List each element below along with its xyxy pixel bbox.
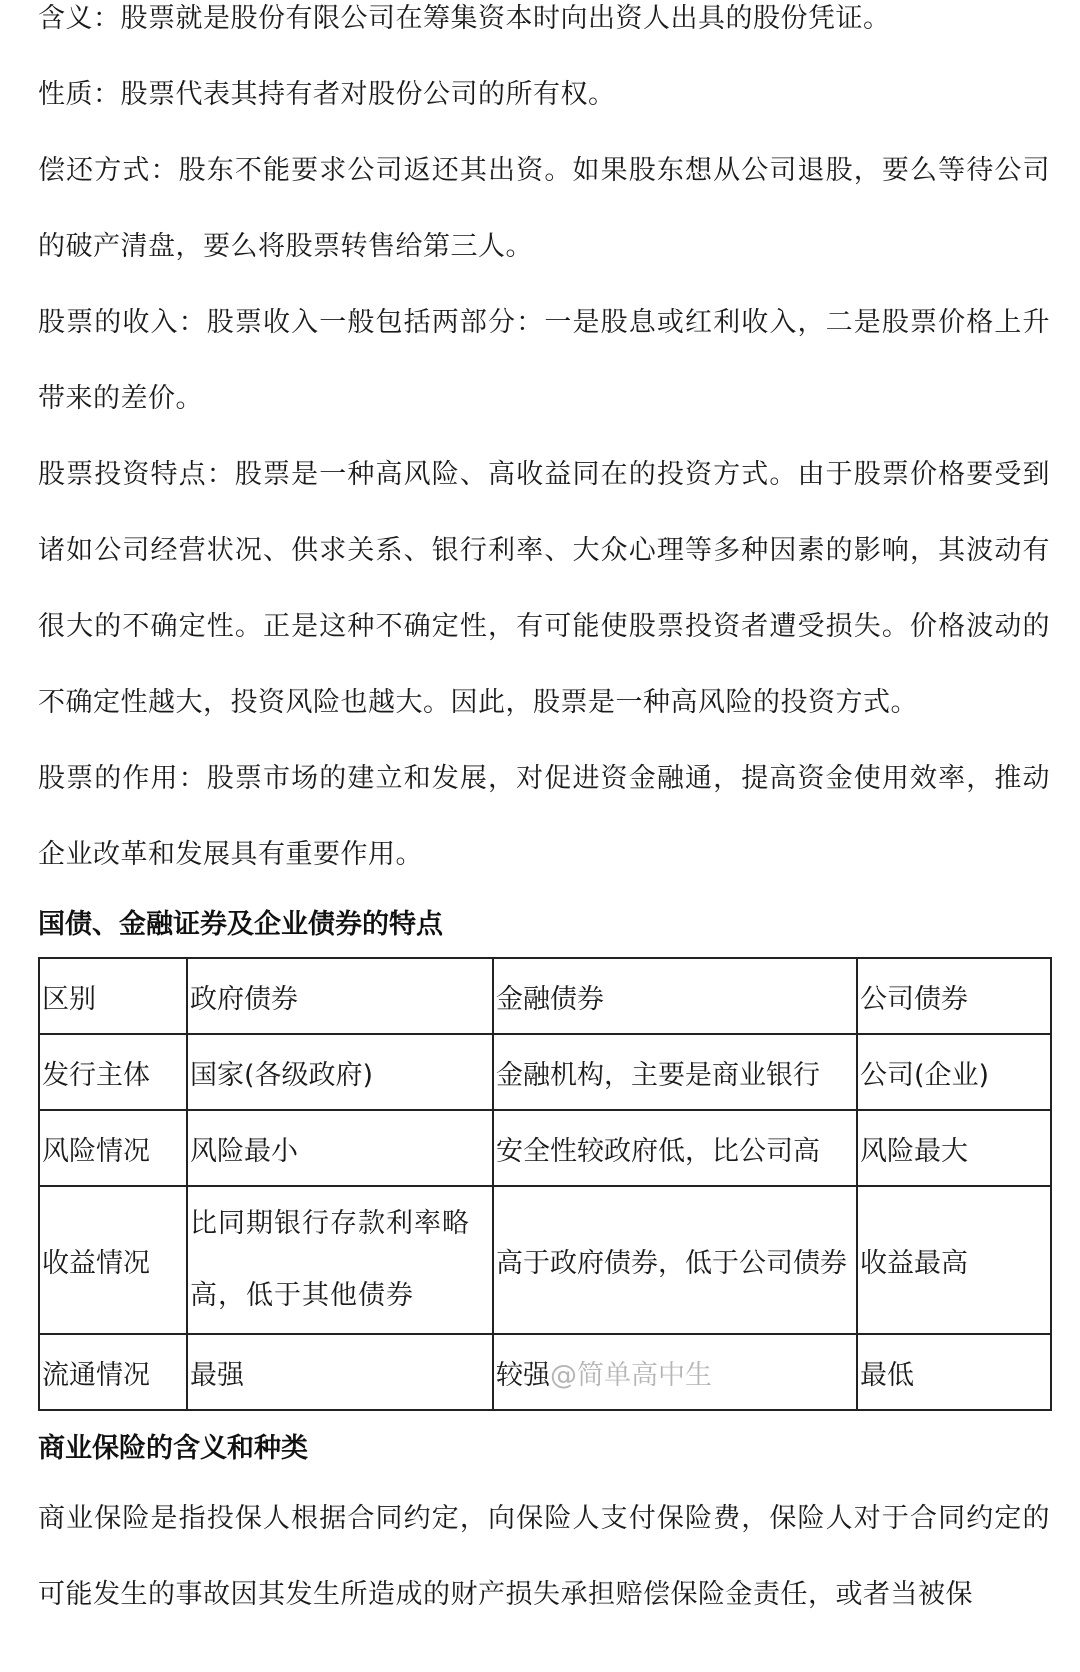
table-row: [39, 1110, 1051, 1186]
table-cell: 收益最高: [857, 1186, 1051, 1334]
bond-section-heading: 国债、金融证券及企业债券的特点: [38, 909, 443, 940]
table-cell: 流通情况: [39, 1334, 187, 1410]
paragraph-function: 股票的作用：股票市场的建立和发展，对促进资金融通，提高资金使用效率，推动企业改革和发展具有重要作用。: [38, 763, 1050, 870]
paragraph-insurance: 商业保险是指投保人根据合同约定，向保险人支付保险费，保险人对于合同约定的可能发生的事故因其发生所造成的财产损失承担赔偿保险金责任，或者当被保: [38, 1503, 1050, 1610]
table-cell: 最强: [187, 1334, 493, 1410]
table-row: [39, 1186, 1051, 1334]
table-header-row: [39, 958, 1051, 1034]
header-cell: 公司债券: [857, 958, 1051, 1034]
table-cell: 公司(企业): [857, 1034, 1051, 1110]
table-cell: 风险情况: [39, 1110, 187, 1186]
header-cell: 政府债券: [187, 958, 493, 1034]
paragraph-nature: 性质：股票代表其持有者对股份公司的所有权。: [38, 79, 616, 110]
table-cell: 金融机构，主要是商业银行: [493, 1034, 857, 1110]
table-cell: 风险最小: [187, 1110, 493, 1186]
insurance-section-heading: 商业保险的含义和种类: [38, 1433, 308, 1464]
table-row: [39, 1034, 1051, 1110]
header-cell: 区别: [39, 958, 187, 1034]
bond-comparison-table: [38, 957, 1052, 1411]
table-cell: 安全性较政府低，比公司高: [493, 1110, 857, 1186]
table-cell: 收益情况: [39, 1186, 187, 1334]
paragraph-income: 股票的收入：股票收入一般包括两部分：一是股息或红利收入，二是股票价格上升带来的差价。: [38, 307, 1050, 414]
table-cell: 风险最大: [857, 1110, 1051, 1186]
document-page: [38, 0, 1050, 1633]
table-cell: [493, 1334, 857, 1410]
table-cell: 国家(各级政府): [187, 1034, 493, 1110]
paragraph-investment-features: 股票投资特点：股票是一种高风险、高收益同在的投资方式。由于股票价格要受到诸如公司经营状况、供求关系、银行利率、大众心理等多种因素的影响，其波动有很大的不确定性。正是这种不确定性，有可能使股票投资者遭受损失。价格波动的不确定性越大，投资风险也越大。因此，股票是一种高风险的投资方式。: [38, 459, 1050, 718]
table-row: [39, 1334, 1051, 1410]
header-cell: 金融债券: [493, 958, 857, 1034]
table-cell: 高于政府债券，低于公司债券: [493, 1186, 857, 1334]
table-cell-text: 较强: [496, 1359, 550, 1391]
paragraph-repayment: 偿还方式：股东不能要求公司返还其出资。如果股东想从公司退股，要么等待公司的破产清盘，要么将股票转售给第三人。: [38, 155, 1050, 262]
paragraph-definition: 含义：股票就是股份有限公司在筹集资本时向出资人出具的股份凭证。: [38, 3, 891, 34]
table-cell: 发行主体: [39, 1034, 187, 1110]
watermark: @简单高中生: [550, 1359, 712, 1391]
table-cell: 比同期银行存款利率略高，低于其他债券: [187, 1186, 493, 1334]
table-cell: 最低: [857, 1334, 1051, 1410]
